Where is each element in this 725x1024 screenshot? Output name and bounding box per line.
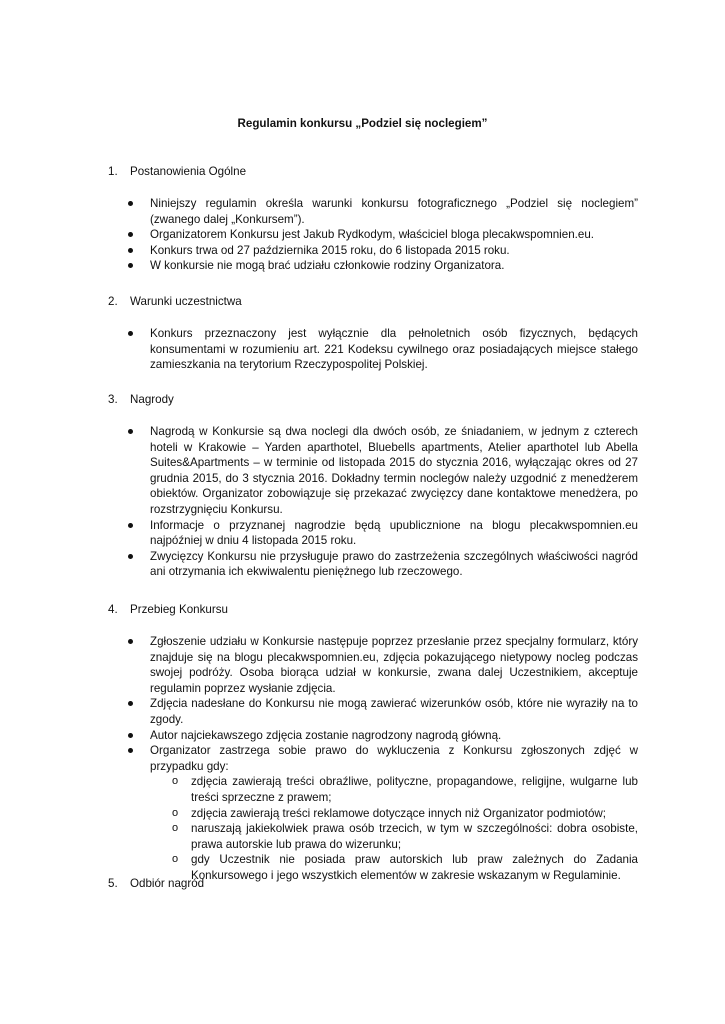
section-title: Odbiór nagród	[130, 877, 205, 890]
list-item-text: W konkursie nie mogą brać udziału członkowie rodziny Organizatora.	[150, 259, 505, 273]
bullet-icon	[128, 429, 133, 434]
list-item-text: Niniejszy regulamin określa warunki konkursu fotograficznego „Podziel się noclegiem” (zwanego dalej „Konkursem”).	[150, 197, 638, 226]
list-item	[108, 243, 638, 259]
list-item	[108, 634, 638, 696]
list-item	[108, 196, 638, 227]
list-item	[108, 424, 638, 518]
section-prize-collection	[108, 876, 638, 892]
list-item	[108, 326, 638, 373]
section-number: 3.	[108, 393, 118, 406]
bullet-icon	[128, 701, 133, 706]
list-item-text: Nagrodą w Konkursie są dwa noclegi dla dwóch osób, ze śniadaniem, w jednym z czterech hoteli w Krakowie – Yarden aparthotel, Bluebells apartments, Atelier aparthotel lub Abella Suites&Apartments – w terminie od listopada 2015 do stycznia 2016, wyłączając okres od 27 grudnia 2015, do 3 stycznia 2016. Dokładny termin noclegów należy uzgodnić z menedżerem obiektów. Organizator zobowiązuje się przekazać zwycięzcy dane kontaktowe menedżera, po rozstrzygnięciu Konkursu.	[150, 425, 638, 516]
bullet-icon	[128, 263, 133, 268]
list-item	[108, 743, 638, 883]
section-title: Warunki uczestnictwa	[130, 295, 242, 308]
sub-list-item	[108, 821, 638, 852]
bullet-icon	[128, 639, 133, 644]
bullet-icon	[128, 733, 133, 738]
section-heading	[108, 392, 638, 408]
bullet-list	[108, 424, 638, 580]
section-title: Postanowienia Ogólne	[130, 165, 247, 178]
list-item-text: Informacje o przyznanej nagrodzie będą upublicznione na blogu plecakwspomnien.eu najpóźniej w dniu 4 listopada 2015 roku.	[150, 518, 638, 548]
section-heading	[108, 294, 638, 310]
bullet-list	[108, 326, 638, 373]
sub-list-item-text: zdjęcia zawierają treści reklamowe dotyczące innych niż Organizator podmiotów;	[191, 806, 606, 820]
list-item-text: Konkurs trwa od 27 października 2015 roku, do 6 listopada 2015 roku.	[150, 243, 510, 257]
list-item-text: Autor najciekawszego zdjęcia zostanie nagrodzony nagrodą główną.	[150, 728, 502, 742]
circle-bullet-icon: o	[172, 806, 179, 819]
bullet-icon	[128, 248, 133, 253]
sub-list-item	[108, 806, 638, 822]
section-number: 4.	[108, 603, 118, 616]
list-item-text: Zwycięzcy Konkursu nie przysługuje prawo do zastrzeżenia szczególnych właściwości nagród ani otrzymania ich ekwiwalentu pieniężnego lub rzeczowego.	[150, 549, 638, 579]
section-general-provisions	[108, 164, 638, 274]
list-item-text: Konkurs przeznaczony jest wyłącznie dla pełnoletnich osób fizycznych, będących konsumentami w rozumieniu art. 221 Kodeksu cywilnego oraz posiadających miejsce stałego zamieszkania na terytorium Rzeczypospolitej Polskiej.	[150, 327, 638, 372]
list-item-text: Organizatorem Konkursu jest Jakub Rydkodym, właściciel bloga plecakwspomnien.eu.	[150, 228, 594, 242]
list-item	[108, 518, 638, 549]
section-contest-procedure	[108, 602, 638, 884]
list-item	[108, 696, 638, 727]
list-item	[108, 728, 638, 744]
bullet-icon	[128, 748, 133, 753]
bullet-list	[108, 634, 638, 884]
sub-list-item-text: zdjęcia zawierają treści obraźliwe, polityczne, propagandowe, religijne, wulgarne lub treści sprzeczne z prawem;	[191, 775, 638, 804]
bullet-icon	[128, 554, 133, 559]
bullet-icon	[128, 232, 133, 237]
bullet-list	[108, 196, 638, 274]
bullet-icon	[128, 523, 133, 528]
circle-bullet-icon: o	[172, 822, 179, 835]
bullet-icon	[128, 201, 133, 206]
section-participation-conditions	[108, 294, 638, 373]
section-heading	[108, 876, 638, 892]
list-item-text: Zdjęcia nadesłane do Konkursu nie mogą zawierać wizerunków osób, które nie wyraziły na to zgody.	[150, 697, 638, 726]
section-number: 1.	[108, 165, 118, 178]
section-heading	[108, 602, 638, 618]
circle-bullet-icon: o	[172, 775, 179, 788]
section-heading	[108, 164, 638, 180]
section-title: Przebieg Konkursu	[130, 603, 228, 616]
section-number: 2.	[108, 295, 118, 308]
list-item-text: Zgłoszenie udziału w Konkursie następuje poprzez przesłanie przez specjalny formularz, który znajduje się na blogu plecakwspomnien.eu, zdjęcia pokazującego nietypowy nocleg podczas swojej podróży. Osoba biorąca udział w konkursie, zwana dalej Uczestnikiem, akceptuje regulamin poprzez wysłanie zdjęcia.	[150, 635, 638, 695]
list-item-text: Organizator zastrzega sobie prawo do wykluczenia z Konkursu zgłoszonych zdjęć w przypadku gdy:	[150, 744, 638, 773]
sub-list-item-text: gdy Uczestnik nie posiada praw autorskich lub praw zależnych do Zadania Konkursowego i jego wszystkich elementów w zakresie wskazanym w Regulaminie.	[191, 853, 638, 882]
section-prizes	[108, 392, 638, 580]
list-item	[108, 227, 638, 243]
sub-list-item-text: naruszają jakiekolwiek prawa osób trzecich, w tym w szczególności: dobra osobiste, prawa autorskie lub prawa do wizerunku;	[191, 822, 638, 851]
sub-list	[108, 774, 638, 883]
section-number: 5.	[108, 877, 118, 890]
bullet-icon	[128, 331, 133, 336]
sub-list-item	[108, 774, 638, 805]
list-item	[108, 549, 638, 580]
list-item	[108, 258, 638, 274]
section-title: Nagrody	[130, 393, 174, 406]
circle-bullet-icon: o	[172, 853, 179, 866]
document-title: Regulamin konkursu „Podziel się noclegiem”	[237, 117, 488, 130]
